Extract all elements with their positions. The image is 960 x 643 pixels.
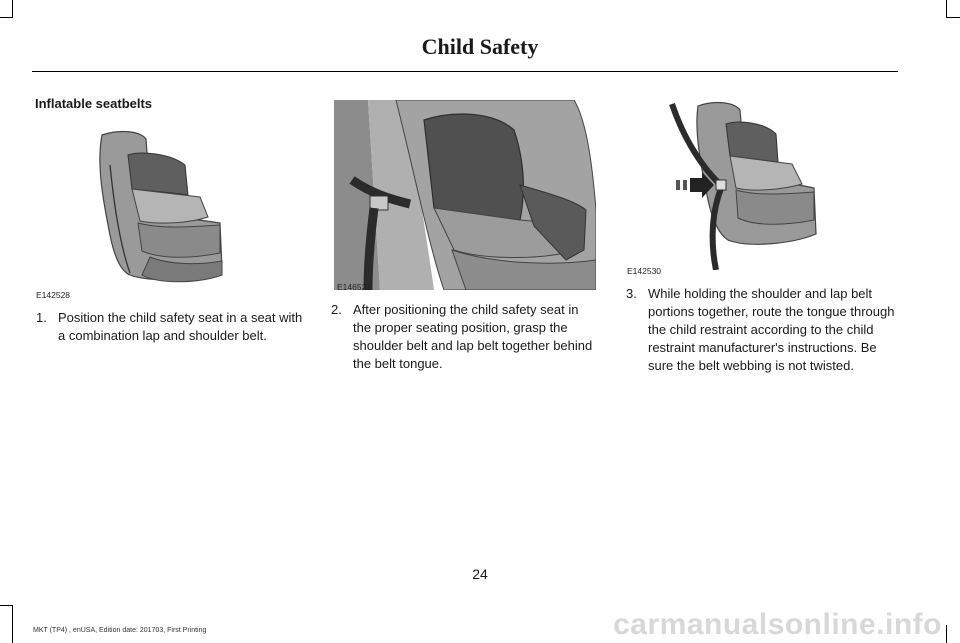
step-text: After positioning the child safety seat in the proper seating position, grasp the shoulder belt and lap belt together behind the belt tongue.: [353, 302, 593, 371]
figure-child-seat: [80, 125, 240, 295]
step-number: 2.: [331, 302, 342, 317]
step-number: 1.: [36, 310, 47, 325]
step-3: [626, 285, 898, 375]
step-2: [331, 301, 599, 373]
routing-arrow-icon: [664, 100, 834, 270]
header-rule: [32, 71, 898, 72]
step-text: While holding the shoulder and lap belt portions together, route the tongue through the child restraint according to the child restraint manufacturer's instructions. Be sure the belt webbing is not twisted.: [648, 286, 895, 373]
child-seat-icon: [80, 125, 240, 295]
figure-code: E142528: [36, 290, 71, 300]
step-1: [36, 309, 304, 345]
crop-mark: [946, 0, 947, 17]
figure-belt-routing: [664, 100, 834, 270]
page-number: 24: [472, 566, 488, 582]
crop-mark: [0, 17, 13, 18]
crop-mark: [12, 0, 13, 17]
crop-mark: [946, 17, 960, 18]
watermark: carmanualsonline.info: [613, 608, 942, 641]
page-title: Child Safety: [421, 34, 539, 59]
figure-code: E146522: [337, 282, 372, 292]
seat-belt-tongue-closeup-icon: [334, 100, 596, 290]
crop-mark: [0, 605, 13, 606]
section-heading: Inflatable seatbelts: [35, 96, 153, 111]
crop-mark: [946, 625, 947, 643]
step-number: 3.: [626, 286, 637, 301]
figure-belt-tongue-closeup: [334, 100, 596, 290]
edition-footer: MKT (TP4) , enUSA, Edition date: 201703, First Printing: [33, 627, 207, 634]
figure-code: E142530: [627, 266, 662, 276]
crop-mark: [12, 605, 13, 643]
step-text: Position the child safety seat in a seat with a combination lap and shoulder belt.: [58, 310, 303, 343]
